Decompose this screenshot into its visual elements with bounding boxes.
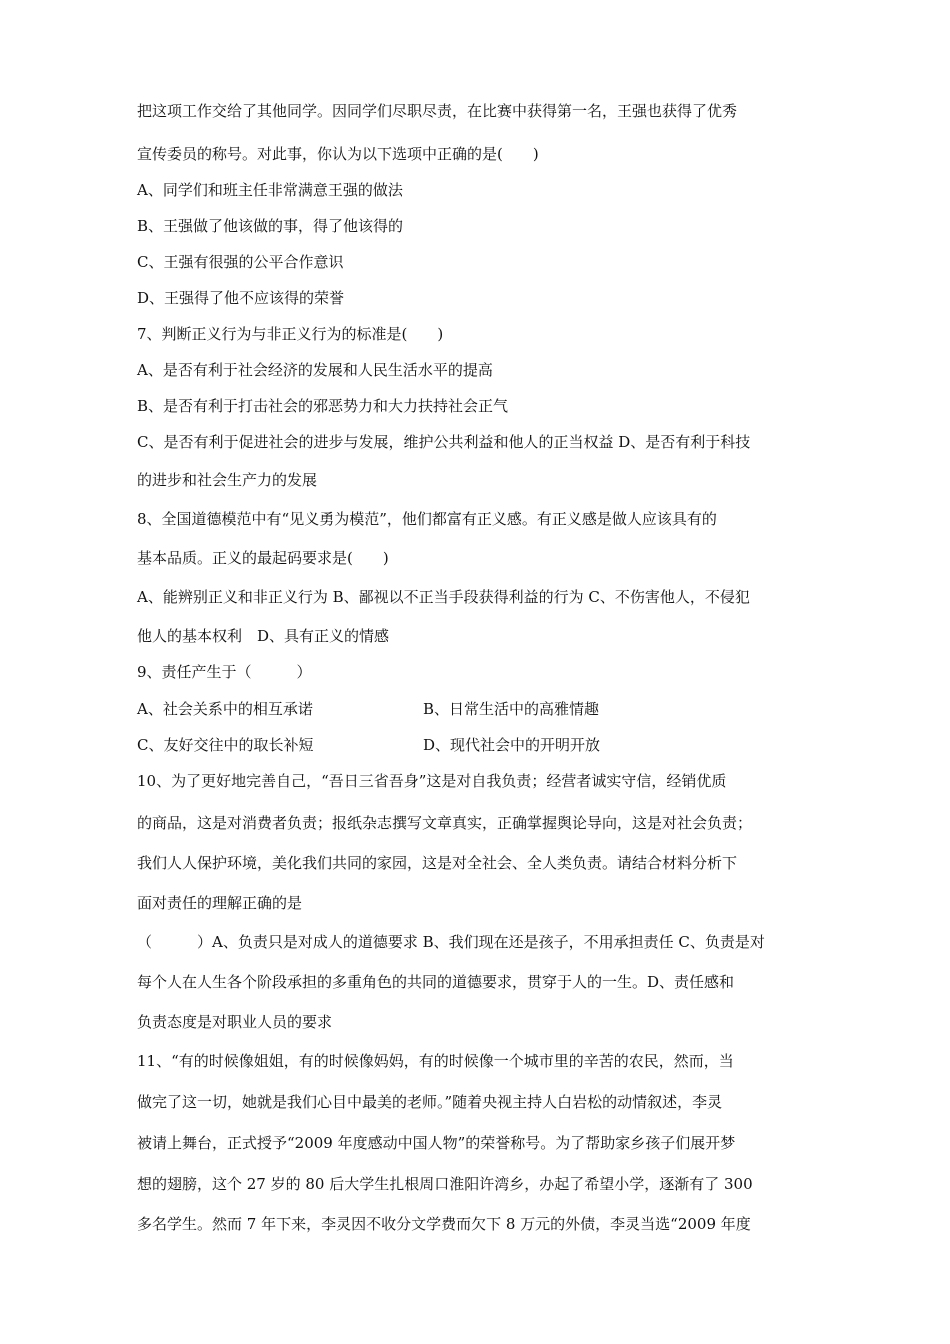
text-line: 宣传委员的称号。对此事，你认为以下选项中正确的是( ) xyxy=(137,145,539,163)
text-line: 基本品质。正义的最起码要求是( ) xyxy=(137,549,389,567)
text-line: 他人的基本权利 D、具有正义的情感 xyxy=(137,627,390,645)
option-a: A、社会关系中的相互承诺 xyxy=(137,700,313,718)
text-line: 负责态度是对职业人员的要求 xyxy=(137,1013,333,1031)
text-line: 把这项工作交给了其他同学。因同学们尽职尽责，在比赛中获得第一名，王强也获得了优秀 xyxy=(137,102,738,120)
question-9: 9、责任产生于（ ） xyxy=(137,663,312,681)
option-b: B、王强做了他该做的事，得了他该得的 xyxy=(137,217,404,235)
options-line: （ ）A、负责只是对成人的道德要求 B、我们现在还是孩子，不用承担责任 C、负责是对 xyxy=(137,933,765,951)
options-line: A、能辨别正义和非正义行为 B、鄙视以不正当手段获得利益的行为 C、不伤害他人，不侵犯 xyxy=(137,588,750,606)
option-c: C、友好交往中的取长补短 xyxy=(137,736,314,754)
question-10: 10、为了更好地完善自己，“吾日三省吾身”这是对自我负责；经营者诚实守信，经销优质 xyxy=(137,772,727,790)
text-line: 被请上舞台，正式授予“2009 年度感动中国人物”的荣誉称号。为了帮助家乡孩子们展开梦 xyxy=(137,1134,736,1152)
option-a: A、是否有利于社会经济的发展和人民生活水平的提高 xyxy=(137,361,493,379)
question-11: 11、“有的时候像姐姐，有的时候像妈妈，有的时候像一个城市里的辛苦的农民，然而，当 xyxy=(137,1052,734,1070)
text-line: 想的翅膀，这个 27 岁的 80 后大学生扎根周口淮阳许湾乡，办起了希望小学，逐渐有了 300 xyxy=(137,1175,753,1193)
option-b: B、日常生活中的高雅情趣 xyxy=(423,700,600,718)
option-d: D、现代社会中的开明开放 xyxy=(423,736,601,754)
option-c: C、是否有利于促进社会的进步与发展，维护公共利益和他人的正当权益 D、是否有利于科技 xyxy=(137,433,751,451)
option-c: C、王强有很强的公平合作意识 xyxy=(137,253,344,271)
text-line: 的进步和社会生产力的发展 xyxy=(137,471,318,489)
question-8: 8、全国道德模范中有“见义勇为模范”，他们都富有正义感。有正义感是做人应该具有的 xyxy=(137,510,717,528)
text-line: 我们人人保护环境，美化我们共同的家园，这是对全社会、全人类负责。请结合材料分析下 xyxy=(137,854,738,872)
option-b: B、是否有利于打击社会的邪恶势力和大力扶持社会正气 xyxy=(137,397,509,415)
text-line: 每个人在人生各个阶段承担的多重角色的共同的道德要求，贯穿于人的一生。D、责任感和 xyxy=(137,973,735,991)
text-line: 面对责任的理解正确的是 xyxy=(137,894,303,912)
option-d: D、王强得了他不应该得的荣誉 xyxy=(137,289,345,307)
text-line: 的商品，这是对消费者负责；报纸杂志撰写文章真实，正确掌握舆论导向，这是对社会负责； xyxy=(137,814,753,832)
question-7: 7、判断正义行为与非正义行为的标准是( ) xyxy=(137,325,444,343)
text-line: 多名学生。然而 7 年下来，李灵因不收分文学费而欠下 8 万元的外债，李灵当选“2009 年度 xyxy=(137,1215,751,1233)
text-line: 做完了这一切，她就是我们心目中最美的老师。”随着央视主持人白岩松的动情叙述，李灵 xyxy=(137,1093,723,1111)
option-a: A、同学们和班主任非常满意王强的做法 xyxy=(137,181,403,199)
